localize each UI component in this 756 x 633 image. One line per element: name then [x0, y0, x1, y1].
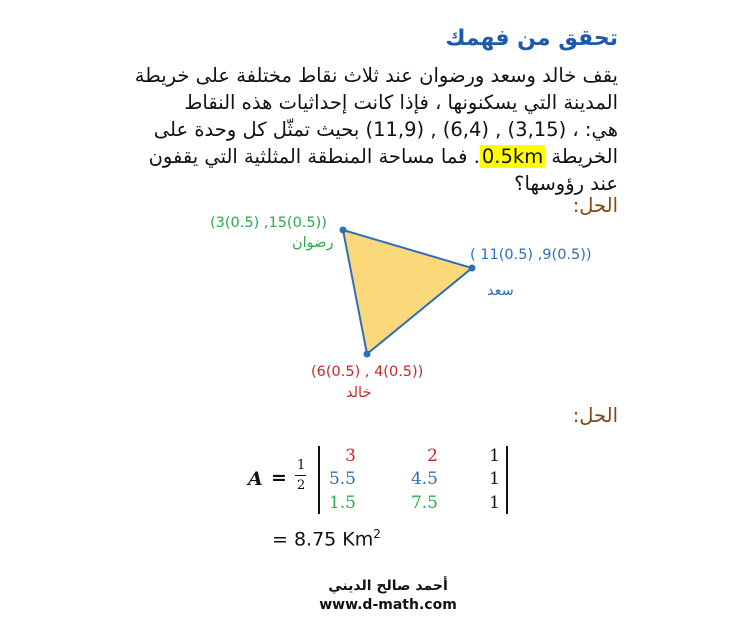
result-exponent: 2 [373, 527, 381, 541]
author-name: أحمد صالح الديني [328, 578, 448, 594]
matrix-cell-r1-c2: 2 [427, 446, 438, 466]
fraction-bar [295, 475, 306, 476]
problem-line-4-start: الخريطة [551, 145, 618, 168]
problem-line-3-prefix: هي: [584, 118, 618, 141]
khaled-name: خالد [346, 385, 372, 401]
determinant-right-bar [506, 446, 508, 514]
fraction-numerator: 1 [297, 458, 306, 473]
vertex-saad [469, 265, 476, 272]
website: www.d-math.com [319, 597, 457, 613]
equals-sign: = [271, 467, 287, 489]
vertex-khaled [364, 351, 371, 358]
coordinates-text: (11,9) , (6,4) , (3,15) ، [365, 118, 579, 141]
vertex-radwan [340, 227, 347, 234]
matrix-cell-r3-c2: 7.5 [410, 493, 438, 513]
matrix-cell-r2-c2: 4.5 [410, 469, 438, 489]
area-symbol: A [248, 468, 263, 490]
triangle-shape [343, 230, 472, 354]
radwan-name: رضوان [292, 235, 334, 251]
result-line [272, 527, 381, 550]
matrix-cell-r2-c3: 1 [489, 469, 500, 489]
problem-line-3-suffix: بحيث تمثّل كل وحدة على [153, 118, 360, 141]
unit-highlight: 0.5km [481, 145, 544, 168]
khaled-coordinate: (6(0.5) , 4(0.5)) [311, 364, 424, 380]
problem-line-4-end: فما مساحة المنطقة المثلثية التي يقفون [148, 145, 468, 168]
matrix-cell-r2-c1: 5.5 [328, 469, 356, 489]
saad-coordinate: ( 11(0.5) ,9(0.5)) [470, 247, 592, 263]
page-title: تحقق من فهمك [445, 26, 618, 51]
problem-line-2: المدينة التي يسكنونها ، فإذا كانت إحداثيات هذه النقاط [184, 91, 618, 114]
radwan-coordinate: (3(0.5) ,15(0.5)) [210, 215, 327, 231]
period: . [473, 145, 480, 168]
solution-label: الحل: [572, 404, 618, 427]
solution-label-top: الحل: [572, 194, 618, 217]
result-text: = 8.75 Km [272, 528, 374, 551]
matrix-cell-r1-c1: 3 [345, 446, 356, 466]
problem-line-5: عند رؤوسها؟ [514, 172, 618, 195]
problem-line-1: يقف خالد وسعد ورضوان عند ثلاث نقاط مختلفة على خريطة [134, 64, 618, 87]
matrix-cell-r1-c3: 1 [489, 446, 500, 466]
fraction-denominator: 2 [297, 478, 306, 493]
matrix-cell-r3-c1: 1.5 [328, 493, 356, 513]
saad-name: سعد [487, 283, 514, 299]
matrix-cell-r3-c3: 1 [489, 493, 500, 513]
